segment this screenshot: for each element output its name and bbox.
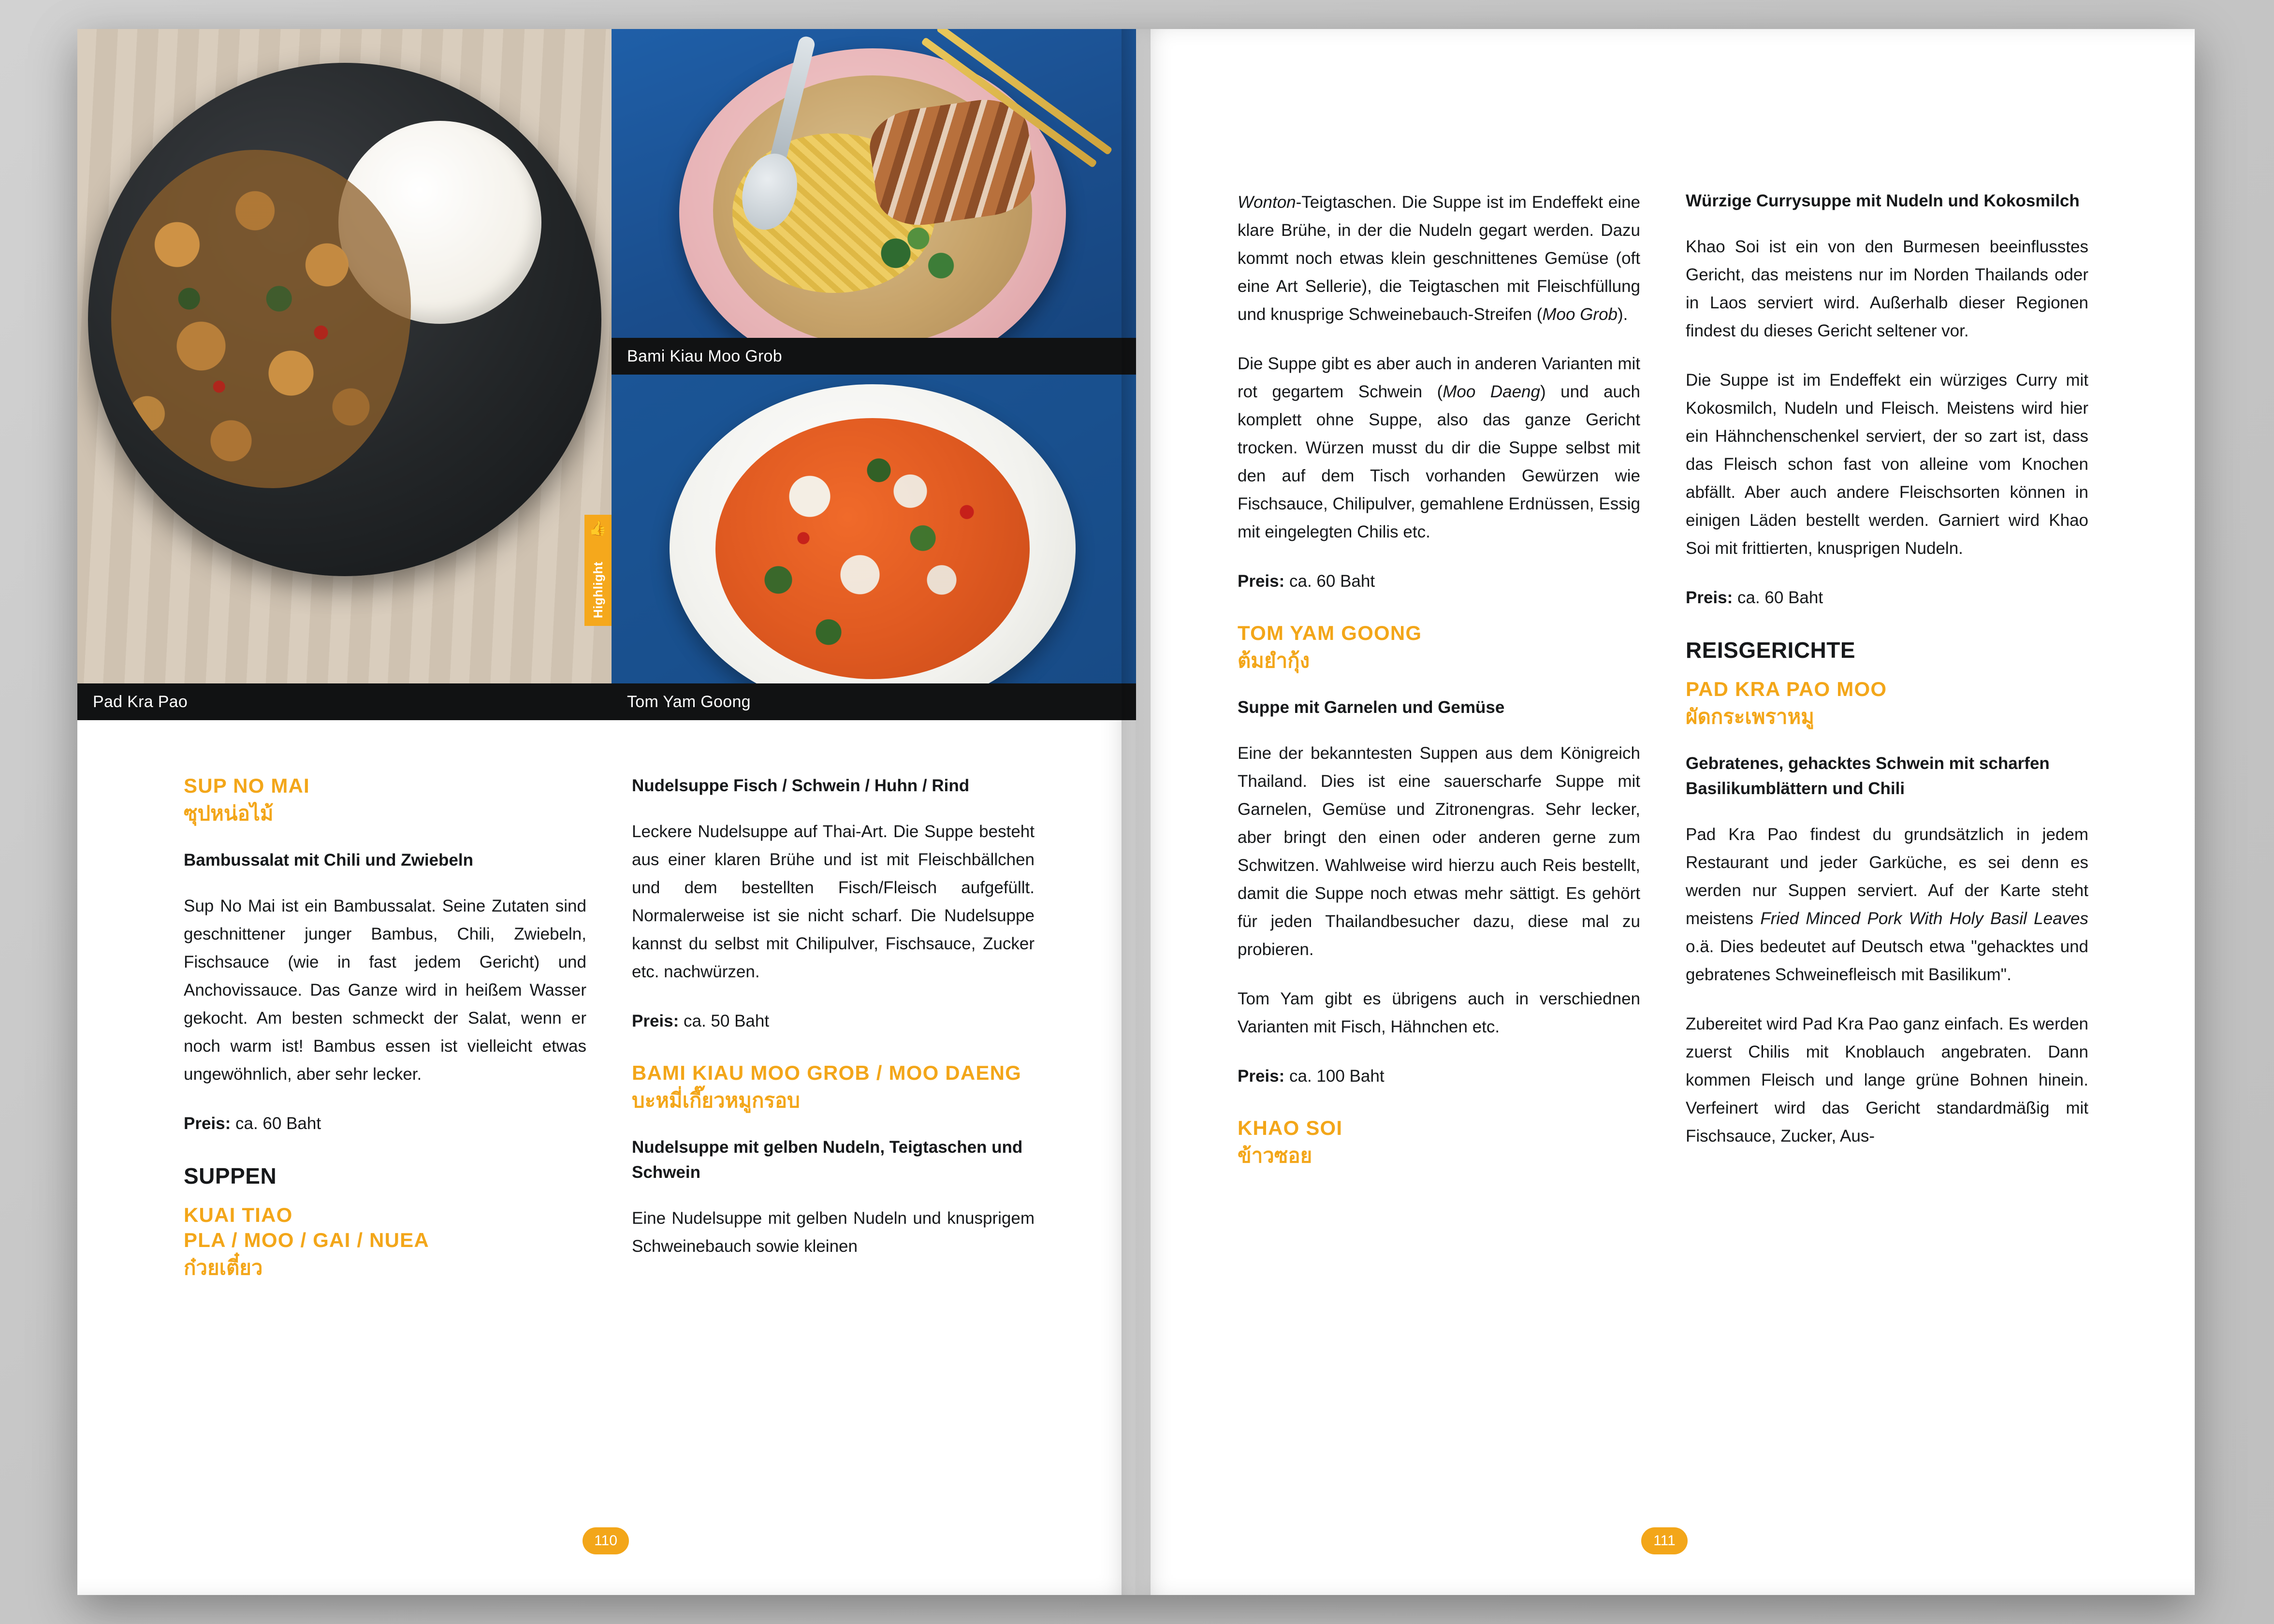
price-label: Preis: bbox=[1686, 588, 1733, 607]
dish-title-khao-soi: KHAO SOI bbox=[1238, 1116, 1343, 1139]
section-title-suppen: SUPPEN bbox=[184, 1163, 277, 1189]
dish-subtitle-sup-no-mai: Bambussalat mit Chili und Zwiebeln bbox=[184, 851, 473, 870]
price-tom-yam-goong bbox=[1238, 1062, 1640, 1090]
price-kuai-tiao bbox=[632, 1007, 1035, 1035]
dish-subtitle-khao-soi: Würzige Currysuppe mit Nudeln und Kokosmilch bbox=[1686, 191, 2080, 210]
italic-term-moo-daeng: Moo Daeng bbox=[1443, 382, 1540, 401]
dish-thai-pad-kra-pao-moo: ผัดกระเพราหมู bbox=[1686, 705, 1814, 728]
pad-kra-pao-image bbox=[77, 29, 612, 720]
dish-thai-sup-no-mai: ซุปหน่อไม้ bbox=[184, 802, 274, 825]
price-value: ca. 60 Baht bbox=[1737, 588, 1823, 607]
italic-term-moo-grob: Moo Grob bbox=[1542, 305, 1618, 324]
open-book bbox=[77, 29, 2195, 1595]
pad-kra-pao-text-a: Pad Kra Pao findest du grundsätzlich in jedem Restaurant und jeder Garküche, es sei denn es werden nur Suppen serviert. Auf der Karte steht meistens bbox=[1686, 825, 2088, 928]
photo-caption: Pad Kra Pao bbox=[77, 683, 612, 720]
photo-caption: Bami Kiau Moo Grob bbox=[612, 338, 1136, 375]
dish-thai-bami-kiau: บะหมี่เกี๊ยวหมูกรอบ bbox=[632, 1089, 800, 1112]
price-label: Preis: bbox=[1238, 572, 1285, 591]
soup-shape bbox=[715, 418, 1030, 679]
price-sup-no-mai bbox=[184, 1110, 586, 1138]
dish-title-bami-kiau: BAMI KIAU MOO GROB / MOO DAENG bbox=[632, 1061, 1021, 1084]
right-page bbox=[1136, 29, 2195, 1595]
page-number-right: 111 bbox=[1641, 1527, 1688, 1554]
continued-paragraph bbox=[1238, 188, 1640, 329]
dish-subtitle-bami-kiau: Nudelsuppe mit gelben Nudeln, Teigtaschen und Schwein bbox=[632, 1138, 1023, 1182]
dish-thai-tom-yam-goong: ต้มยำกุ้ง bbox=[1238, 649, 1310, 672]
price-value: ca. 60 Baht bbox=[235, 1114, 321, 1133]
page-number-left: 110 bbox=[583, 1527, 629, 1554]
dish-text-bami-kiau: Eine Nudelsuppe mit gelben Nudeln und knusprigem Schweinebauch sowie kleinen bbox=[632, 1209, 1035, 1256]
price-bami-kiau bbox=[1238, 567, 1640, 595]
dish-thai-kuai-tiao: ก๋วยเตี๋ยว bbox=[184, 1256, 263, 1279]
herbs-shape bbox=[858, 220, 984, 303]
highlight-label: Highlight bbox=[590, 561, 605, 618]
photo-column bbox=[612, 29, 1136, 720]
photo-collage bbox=[77, 29, 1136, 720]
pad-kra-pao-text-b: o.ä. Dies bedeutet auf Deutsch etwa "gehacktes und gebratenes Schweinefleisch mit Basilikum". bbox=[1686, 937, 2088, 984]
price-khao-soi bbox=[1686, 584, 2088, 612]
dish-title-pad-kra-pao-moo: PAD KRA PAO MOO bbox=[1686, 678, 1887, 700]
price-value: ca. 50 Baht bbox=[684, 1012, 770, 1030]
dish-text-pad-kra-pao-1 bbox=[1686, 821, 2088, 989]
price-label: Preis: bbox=[632, 1012, 679, 1030]
white-plate-shape bbox=[670, 384, 1076, 713]
highlight-badge bbox=[584, 515, 612, 626]
continued-text-end: ). bbox=[1618, 305, 1628, 324]
dish-text-pad-kra-pao-2: Zubereitet wird Pad Kra Pao ganz einfach. Es werden zuerst Chilis mit Knoblauch angebraten. Dann kommen Fleisch und lange grüne Bohnen hinein. Verfeinert wird das Gericht standardmäßig mit Fischsauce, Zucker, Aus- bbox=[1686, 1015, 2088, 1146]
dish-text-tom-yam-goong-2: Tom Yam gibt es übrigens auch in verschiednen Varianten mit Fisch, Hähnchen etc. bbox=[1238, 989, 1640, 1036]
photo-caption: Tom Yam Goong bbox=[612, 683, 1136, 720]
right-column-2 bbox=[1686, 188, 2088, 1190]
variants-text-b: ) und auch komplett ohne Suppe, also das ganze Gericht trocken. Würzen musst du dir die Suppe selbst mit den auf dem Tisch vorhanden Gewürzen wie Fischsauce, Chilipulver, gemahlene Erdnüssen, Essig mit eingelegten Chilis etc. bbox=[1238, 382, 1640, 541]
dish-title-tom-yam-goong: TOM YAM GOONG bbox=[1238, 622, 1422, 644]
dish-subtitle-tom-yam-goong: Suppe mit Garnelen und Gemüse bbox=[1238, 698, 1505, 717]
italic-term-fried-minced-pork: Fried Minced Pork With Holy Basil Leaves bbox=[1760, 909, 2089, 928]
dish-subtitle-pad-kra-pao-moo: Gebratenes, gehacktes Schwein mit scharfen Basilikumblättern und Chili bbox=[1686, 754, 2050, 798]
photo-bami-kiau-moo-grob bbox=[612, 29, 1136, 375]
price-label: Preis: bbox=[184, 1114, 231, 1133]
dish-title-kuai-tiao: KUAI TIAO bbox=[184, 1204, 293, 1226]
thumbs-up-icon: 👍 bbox=[589, 521, 607, 536]
price-value: ca. 60 Baht bbox=[1289, 572, 1375, 591]
right-column-1 bbox=[1238, 188, 1640, 1190]
left-column-1 bbox=[184, 773, 586, 1302]
dish-text-sup-no-mai: Sup No Mai ist ein Bambussalat. Seine Zutaten sind geschnittener junger Bambus, Chili, Zwiebeln, Fischsauce (wie in fast jedem Gericht) und Anchovissauce. Das Ganze wird in heißem Wasser gekocht. Am besten schmeckt der Salat, wenn er noch warm ist! Bambus essen ist vielleicht etwas ungewöhnlich, aber sehr lecker. bbox=[184, 897, 586, 1084]
section-title-reisgerichte: REISGERICHTE bbox=[1686, 638, 1856, 663]
variants-text-a: Die Suppe gibt es aber auch in anderen Varianten mit rot gegartem Schwein ( bbox=[1238, 354, 1640, 401]
dish-text-tom-yam-goong-1: Eine der bekanntesten Suppen aus dem Königreich Thailand. Dies ist eine sauerscharfe Suppe mit Garnelen, Gemüse und Zitronengras. Sehr lecker, aber bringt den einen oder anderen gerne zum Schwitzen. Wahlweise wird hierzu auch Reis bestellt, damit die Suppe noch etwas mehr sättigt. Es gehört für jeden Thailandbesucher dazu, diese mal zu probieren. bbox=[1238, 744, 1640, 959]
photo-pad-kra-pao bbox=[77, 29, 612, 720]
soup-ingredients-shape bbox=[715, 418, 1030, 679]
dish-title-kuai-tiao-variants: PLA / MOO / GAI / NUEA bbox=[184, 1229, 429, 1251]
dish-title-sup-no-mai: SUP NO MAI bbox=[184, 774, 310, 797]
dish-text-khao-soi-2: Die Suppe ist im Endeffekt ein würziges Curry mit Kokosmilch, Nudeln und Fleisch. Meistens wird hier ein Hähnchenschenkel serviert, der so zart ist, dass das Fleisch schon fast von alleine vom Knochen abfällt. Aber auch andere Fleischsorten können in einigen Läden bestellt werden. Garniert wird Khao Soi mit frittierten, knusprigen Nudeln. bbox=[1686, 371, 2088, 558]
dish-text-khao-soi-1: Khao Soi ist ein von den Burmesen beeinflusstes Gericht, das meistens nur im Norden Thailands oder in Laos serviert wird. Außerhalb dieser Regionen findest du dieses Gericht seltener vor. bbox=[1686, 237, 2088, 340]
price-value: ca. 100 Baht bbox=[1289, 1067, 1385, 1086]
left-column-2 bbox=[632, 773, 1035, 1302]
bami-image bbox=[612, 29, 1136, 375]
variants-paragraph bbox=[1238, 350, 1640, 546]
left-text-columns bbox=[184, 773, 1035, 1302]
dish-subtitle-kuai-tiao: Nudelsuppe Fisch / Schwein / Huhn / Rind bbox=[632, 776, 970, 795]
italic-term-wonton: Wonton bbox=[1238, 193, 1296, 212]
dish-text-kuai-tiao: Leckere Nudelsuppe auf Thai-Art. Die Suppe besteht aus einer klaren Brühe und ist mit Fleischbällchen und dem bestellten Fisch/Fleisch aufgefüllt. Normalerweise ist sie nicht scharf. Die Nudelsuppe kannst du selbst mit Chilipulver, Fischsauce, Zucker etc. nachwürzen. bbox=[632, 822, 1035, 981]
continued-text: -Teigtaschen. Die Suppe ist im Endeffekt eine klare Brühe, in der die Nudeln gegart werden. Dazu kommt noch etwas klein geschnittenes Gemüse (oft eine Art Sellerie), die Teigtaschen mit Fleischfüllung und knusprige Schweinebauch-Streifen ( bbox=[1238, 193, 1640, 324]
tom-yam-image bbox=[612, 375, 1136, 720]
price-label: Preis: bbox=[1238, 1067, 1285, 1086]
dish-thai-khao-soi: ข้าวซอย bbox=[1238, 1144, 1312, 1167]
left-page bbox=[77, 29, 1136, 1595]
photo-tom-yam-goong bbox=[612, 375, 1136, 720]
right-text-columns bbox=[1238, 188, 2093, 1190]
